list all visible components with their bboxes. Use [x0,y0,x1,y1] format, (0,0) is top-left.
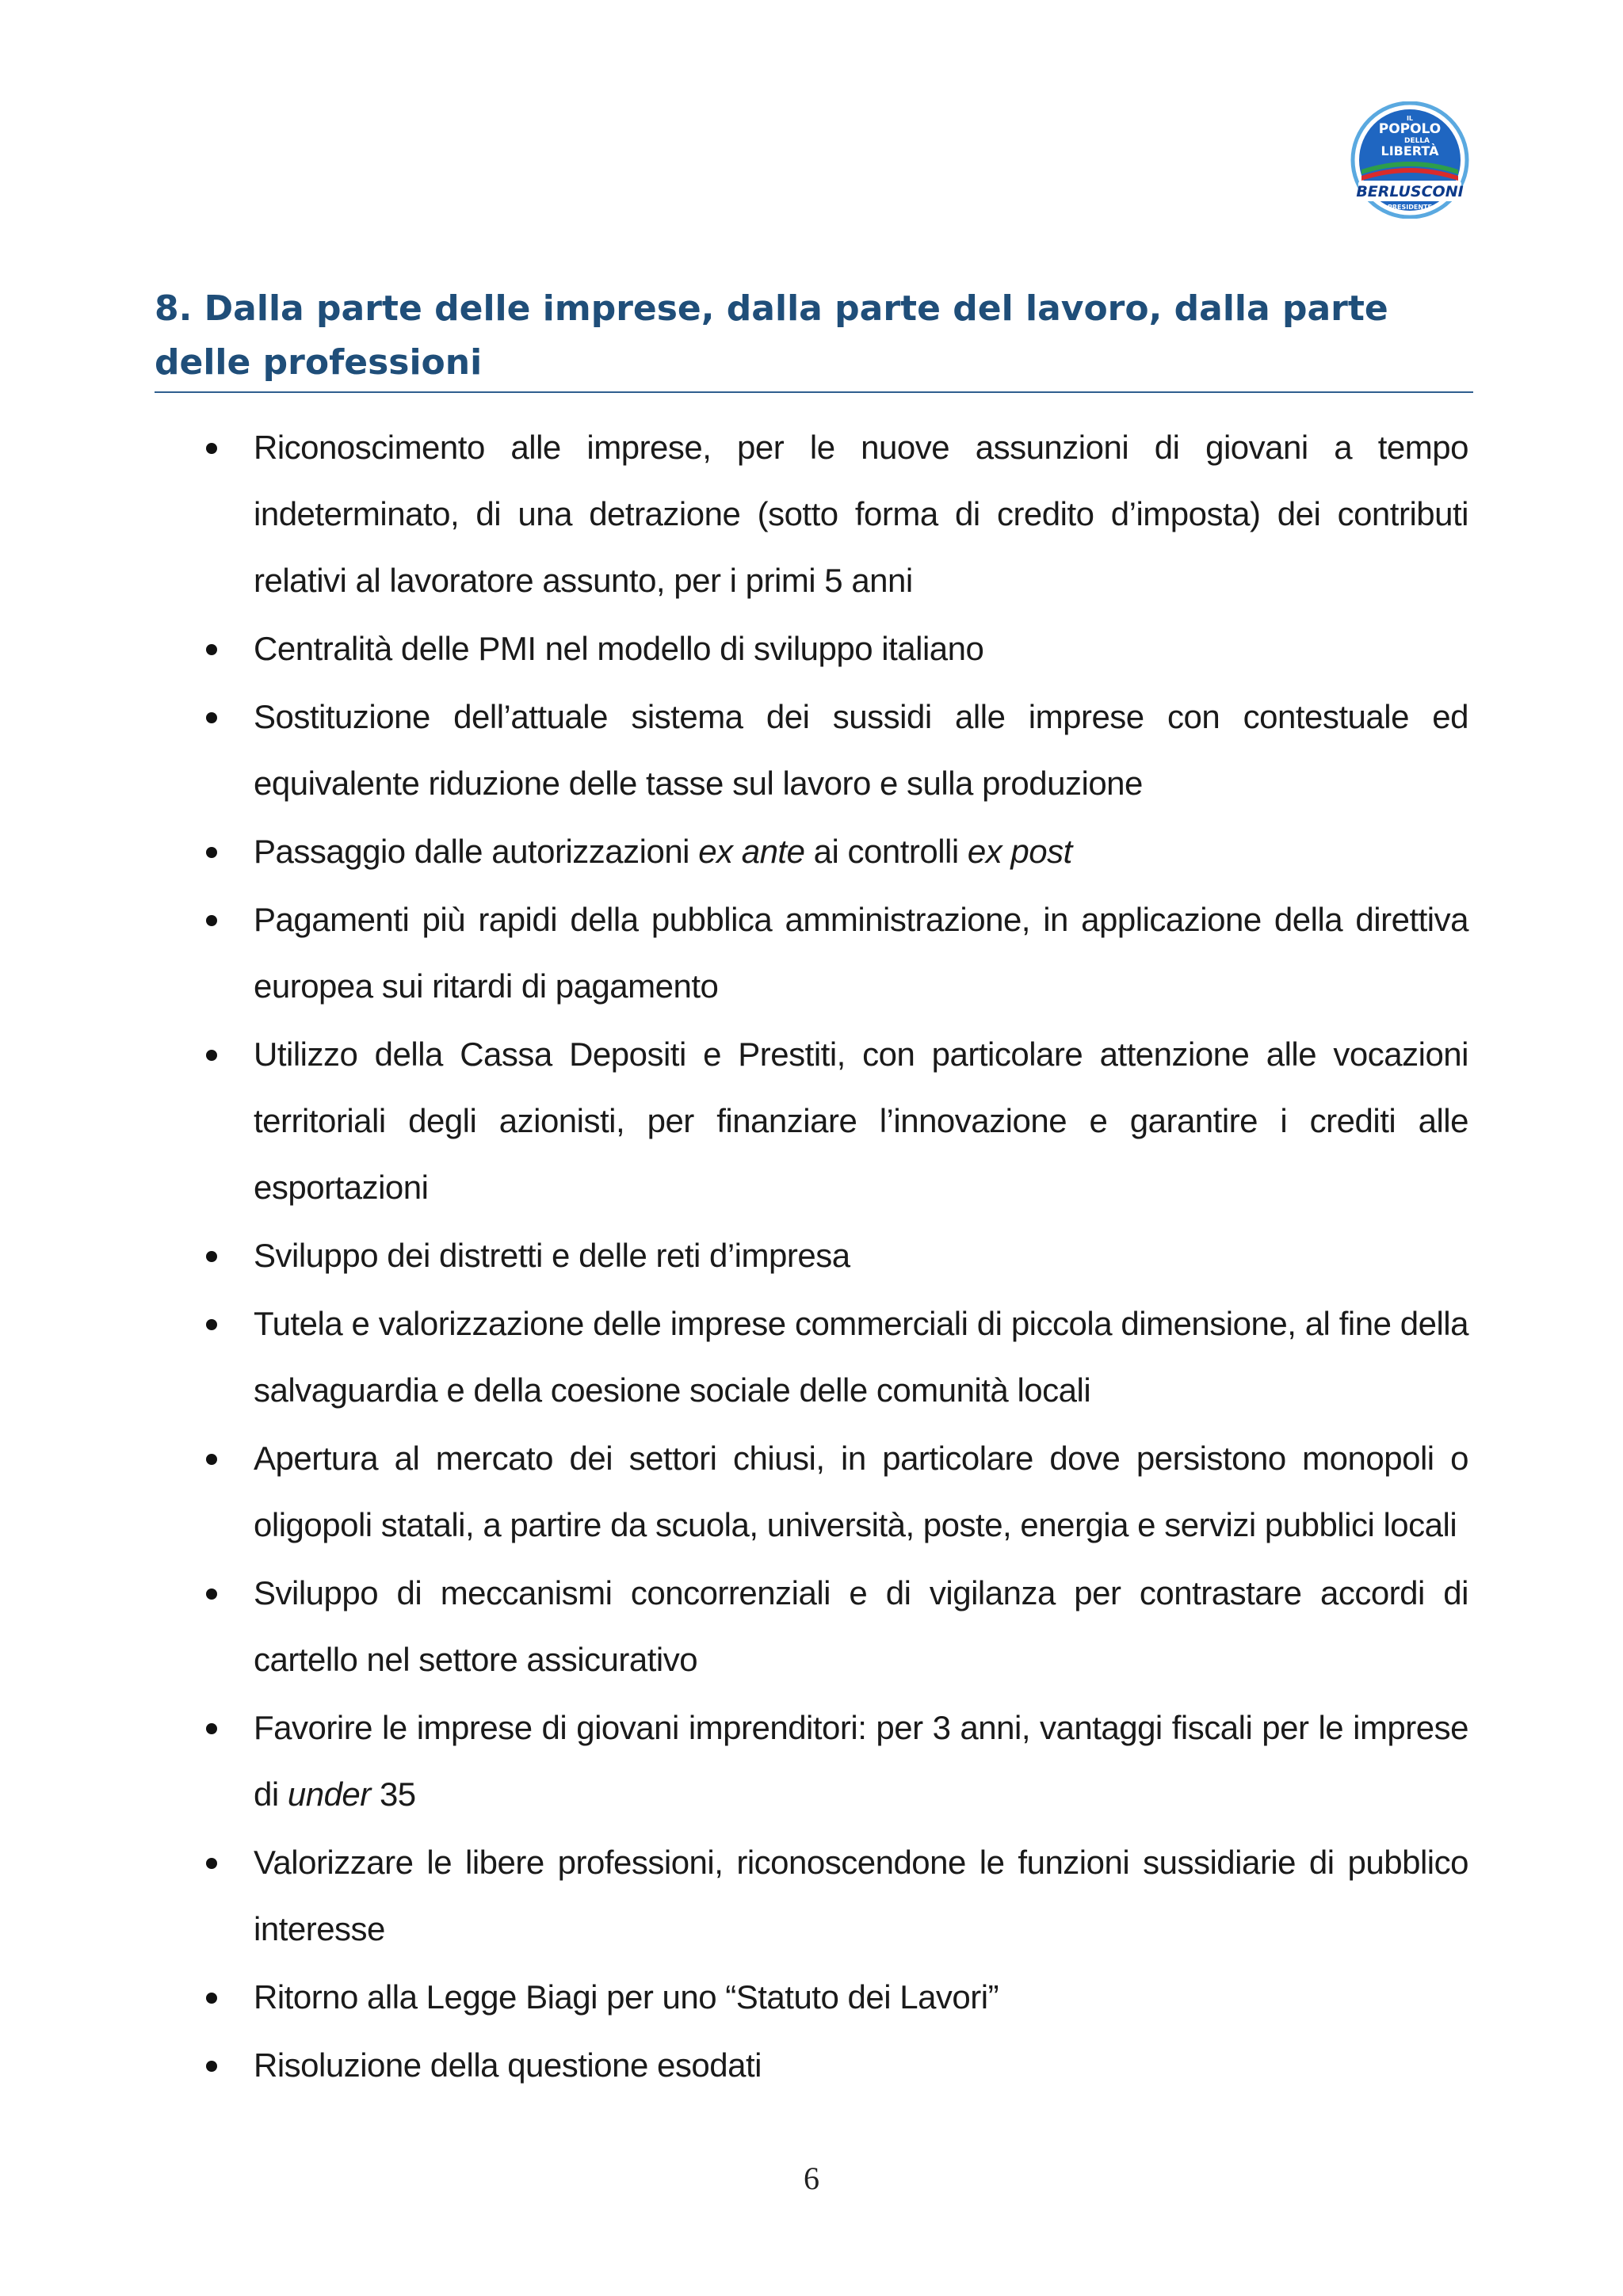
list-item [0,1964,1623,2031]
bullet-icon [206,1319,217,1330]
logo-text-liberta: LIBERTÀ [1381,143,1439,158]
list-item [0,1829,1623,1962]
list-item-text: Riconoscimento alle imprese, per le nuove assunzioni di giovani a tempo indeterminato, di una detrazione (sotto forma di credito d’imposta) dei contributi relativi al lavoratore assunto, per i primi 5 anni [254,429,1468,599]
list-item [0,2032,1623,2099]
bullet-icon [206,2061,217,2072]
list-item [0,1021,1623,1221]
bullet-icon [206,1723,217,1734]
list-item-text: Passaggio dalle autorizzazioni [254,833,699,870]
bullet-icon [206,915,217,926]
list-item-text: Sviluppo di meccanismi concorrenziali e di vigilanza per contrastare accordi di cartello nel settore assicurativo [254,1574,1468,1678]
list-item-text: Ritorno alla Legge Biagi per uno “Statuto dei Lavori” [254,1978,999,2016]
list-item [0,684,1623,817]
list-item-text: 35 [370,1775,416,1813]
list-item [0,887,1623,1020]
list-item-text: Utilizzo della Cassa Depositi e Prestiti, con particolare attenzione alle vocazioni territoriali degli azionisti, per finanziare l’innovazione e garantire i crediti alle esportazioni [254,1035,1468,1206]
section-title: 8. Dalla parte delle imprese, dalla parte del lavoro, dalla parte delle professioni [155,288,1388,383]
list-item-text: Apertura al mercato dei settori chiusi, in particolare dove persistono monopoli o oligopoli statali, a partire da scuola, università, poste, energia e servizi pubblici locali [254,1440,1468,1543]
list-item-text: ai controlli [804,833,968,870]
list-item [0,818,1623,885]
logo-text-il: IL [1406,115,1414,122]
list-item [0,1222,1623,1289]
bullet-icon [206,1858,217,1869]
logo-text-popolo: POPOLO [1378,121,1442,137]
list-item [0,616,1623,682]
bullet-icon [206,1251,217,1262]
page-number: 6 [804,2161,819,2196]
bullet-icon [206,1589,217,1600]
list-item-text: Valorizzare le libere professioni, riconoscendone le funzioni sussidiarie di pubblico interesse [254,1844,1468,1947]
list-item-text: Sviluppo dei distretti e delle reti d’impresa [254,1237,850,1274]
italic-term: under [287,1775,371,1813]
list-item-text: Tutela e valorizzazione delle imprese commerciali di piccola dimensione, al fine della salvaguardia e della coesione sociale delle comunità locali [254,1305,1468,1409]
bullet-icon [206,1454,217,1465]
list-item [0,1425,1623,1558]
bullet-icon [206,712,217,723]
list-item-text: Favorire le imprese di giovani imprenditori: per 3 anni, vantaggi fiscali per le imprese di [254,1709,1468,1813]
bullet-icon [206,443,217,454]
logo-text-della: DELLA [1403,137,1430,145]
logo-text-subtitle: PRESIDENTE [1388,204,1432,211]
party-logo [1349,101,1471,219]
list-item [0,414,1623,614]
title-underline [155,391,1473,393]
list-item-text: Centralità delle PMI nel modello di sviluppo italiano [254,630,984,667]
list-item [0,1695,1623,1828]
list-item-text: Sostituzione dell’attuale sistema dei sussidi alle imprese con contestuale ed equivalente riduzione delle tasse sul lavoro e sulla produzione [254,698,1468,802]
italic-term: ex ante [698,833,805,870]
list-item-text: Pagamenti più rapidi della pubblica amministrazione, in applicazione della direttiva europea sui ritardi di pagamento [254,901,1468,1005]
bullet-icon [206,1993,217,2004]
list-item-text: Risoluzione della questione esodati [254,2046,762,2084]
list-item [0,1560,1623,1693]
bullet-icon [206,1050,217,1061]
logo-text-name: BERLUSCONI [1356,183,1464,200]
bullet-icon [206,644,217,655]
list-item [0,1291,1623,1424]
bullet-list [0,414,1623,2100]
italic-term: ex post [967,833,1072,870]
bullet-icon [206,847,217,858]
